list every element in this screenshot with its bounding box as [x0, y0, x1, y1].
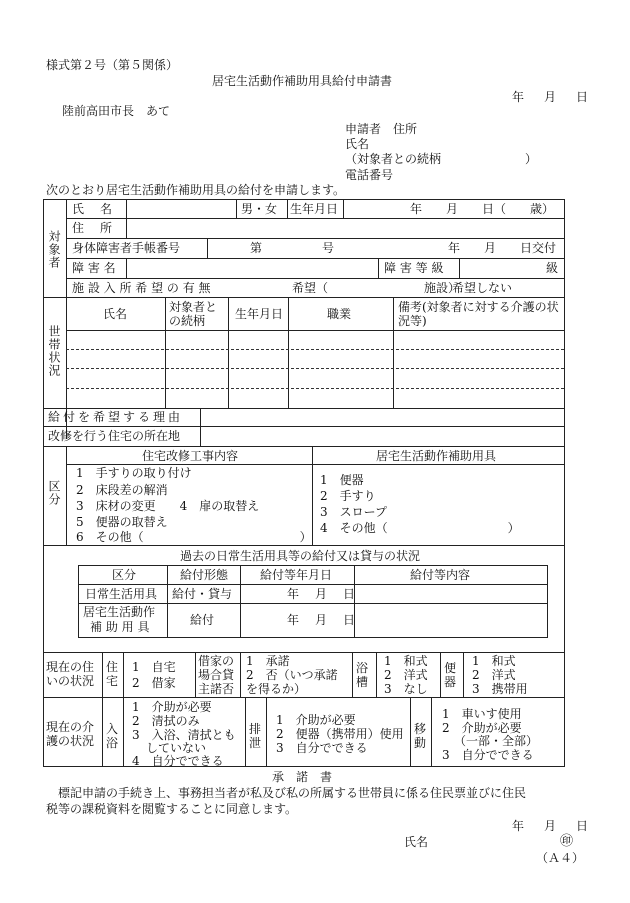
birth-value[interactable]: 年 月 日（ 歳） [410, 202, 555, 216]
grade-unit[interactable]: 級 [546, 261, 559, 275]
living-house-option[interactable]: 1 自宅 [132, 660, 176, 674]
equipment-option[interactable]: 1 便器 [320, 473, 364, 487]
subject-name-field[interactable] [129, 201, 233, 216]
household-col-note: 備考(対象者に対する介護の状況等) [398, 300, 559, 328]
intro-text: 次のとおり居宅生活動作補助用具の給付を申請します。 [46, 183, 346, 197]
past-row-equipment-category-b: 補 助 用 具 [90, 620, 150, 634]
equipment-title: 居宅生活動作補助用具 [376, 449, 497, 463]
care-excretion-option[interactable]: 2 便器（携帯用）使用 [276, 727, 404, 741]
living-rent-option-cont: を得るか） [246, 682, 307, 696]
care-bath-option[interactable]: 1 介助が必要 [132, 700, 212, 714]
living-rent-option[interactable]: 1 承諾 [246, 654, 290, 668]
renovation-option[interactable]: 5 便器の取替え [76, 515, 168, 529]
disability-label: 障 害 名 [72, 261, 116, 275]
past-row-equipment-form[interactable]: 給付 [190, 613, 215, 627]
living-toilet-option[interactable]: 3 携帯用 [472, 682, 528, 696]
care-move-option-cont: （一部・全部） [454, 734, 539, 748]
paper-size-note: （Ａ４） [536, 851, 585, 865]
living-rent-label: 借家の場合貸主諾否 [198, 654, 235, 696]
care-move-label: 移動 [414, 722, 427, 750]
household-col-birth: 生年月日 [235, 307, 284, 321]
reason-label: 給付を希望する理由 [48, 410, 184, 424]
equipment-option[interactable]: 4 その他（ ） [320, 521, 520, 535]
past-row-daily-form[interactable]: 給付・貸与 [172, 587, 233, 601]
renovation-option[interactable]: 3 床材の変更 4 扉の取替え [76, 499, 260, 513]
applicant-relation-label: （対象者との続柄 ） [345, 152, 538, 166]
household-rows[interactable] [68, 332, 562, 406]
consent-title: 承 諾 書 [272, 770, 333, 784]
renovation-option[interactable]: 1 手すりの取り付け [76, 466, 192, 480]
consent-date[interactable]: 年 月 日 [512, 819, 593, 833]
notebook-number[interactable]: 第 号 [250, 241, 335, 255]
birth-label: 生年月日 [290, 202, 339, 216]
past-col-category: 区分 [112, 568, 137, 582]
living-toilet-option[interactable]: 1 和式 [472, 654, 516, 668]
renovation-address-field[interactable] [203, 429, 561, 444]
care-bath-option[interactable]: 4 自分でできる [132, 754, 224, 768]
grade-label: 障 害 等 級 [384, 261, 444, 275]
disability-field[interactable] [129, 261, 375, 276]
past-row-daily-category: 日常生活用具 [85, 587, 158, 601]
living-bath-label: 浴槽 [356, 661, 369, 689]
living-house-label: 住宅 [106, 660, 119, 688]
applicant-address-label: 申請者 住所 [345, 122, 418, 136]
notebook-label: 身体障害者手帳番号 [72, 241, 181, 255]
facility-label: 施 設 入 所 希 望 の 有 無 [72, 281, 211, 295]
care-bath-option-cont: していない [146, 741, 207, 755]
household-col-job: 職業 [327, 307, 352, 321]
header-date: 年 月 日 [512, 90, 593, 104]
renovation-address-label: 改修を行う住宅の所在地 [48, 429, 181, 443]
care-bath-option[interactable]: 2 清拭のみ [132, 714, 200, 728]
household-side-label: 世帯状況 [47, 325, 61, 377]
living-bath-option[interactable]: 1 和式 [384, 654, 428, 668]
care-excretion-label: 排泄 [249, 722, 262, 750]
past-row-equipment-category-a: 居宅生活動作 [83, 605, 156, 619]
consent-text-line1: 標記申請の手続き上、事務担当者が私及び私の所属する世帯員に係る住民票並びに住民 [58, 786, 527, 800]
facility-yes-option[interactable]: 希望（ 施設） [292, 281, 461, 295]
subject-side-label: 対象者 [47, 230, 61, 269]
subject-address-label: 住 所 [72, 221, 115, 235]
care-move-option[interactable]: 2 介助が必要 [442, 721, 522, 735]
equipment-option[interactable]: 2 手すり [320, 489, 376, 503]
addressee: 陸前高田市長 あて [62, 104, 171, 118]
living-bath-option[interactable]: 2 洋式 [384, 668, 428, 682]
category-side-label: 区分 [47, 480, 61, 506]
living-rent-option[interactable]: 2 否（いつ承諾 [246, 668, 338, 682]
renovation-title: 住宅改修工事内容 [142, 449, 239, 463]
past-col-form: 給付形態 [180, 568, 229, 582]
subject-address-field[interactable] [129, 221, 559, 236]
past-row-daily-date[interactable]: 年 月 日 [287, 587, 358, 601]
form-number: 様式第２号（第５関係） [46, 58, 179, 72]
living-label: 現在の住いの状況 [46, 660, 95, 688]
living-bath-option[interactable]: 3 なし [384, 682, 428, 696]
care-move-option[interactable]: 1 車いす使用 [442, 707, 522, 721]
living-toilet-label: 便器 [444, 661, 457, 689]
care-move-option[interactable]: 3 自分でできる [442, 748, 534, 762]
notebook-issue-date[interactable]: 年 月 日交付 [448, 241, 557, 255]
care-excretion-option[interactable]: 1 介助が必要 [276, 713, 356, 727]
household-col-relation: 対象者との続柄 [169, 300, 218, 328]
facility-no-option[interactable]: 希望しない [452, 281, 513, 295]
equipment-option[interactable]: 3 スロープ [320, 505, 388, 519]
applicant-name-label: 氏名 [345, 137, 370, 151]
form-title: 居宅生活動作補助用具給付申請書 [212, 74, 393, 88]
past-col-date: 給付等年月日 [260, 568, 333, 582]
gender-option[interactable]: 男・女 [241, 202, 278, 216]
care-label: 現在の介護の状況 [46, 720, 95, 748]
consent-name-label: 氏名 [404, 835, 429, 849]
applicant-phone-label: 電話番号 [345, 168, 394, 182]
renovation-option[interactable]: 2 床段差の解消 [76, 483, 168, 497]
care-bath-option[interactable]: 3 入浴、清拭とも [132, 728, 236, 742]
care-excretion-option[interactable]: 3 自分でできる [276, 741, 368, 755]
consent-text-line2: 税等の課税資料を閲覧することに同意します。 [46, 802, 298, 816]
subject-name-label: 氏 名 [72, 202, 115, 216]
seal-mark: ㊞ [560, 834, 574, 849]
household-col-name: 氏名 [103, 307, 128, 321]
past-col-content: 給付等内容 [410, 568, 471, 582]
living-house-option[interactable]: 2 借家 [132, 676, 176, 690]
reason-field[interactable] [203, 410, 561, 425]
past-title: 過去の日常生活用具等の給付又は貸与の状況 [180, 549, 421, 563]
care-bath-label: 入浴 [106, 722, 119, 750]
past-row-equipment-date[interactable]: 年 月 日 [287, 613, 358, 627]
living-toilet-option[interactable]: 2 洋式 [472, 668, 516, 682]
renovation-option[interactable]: 6 その他（ ） [76, 530, 312, 544]
